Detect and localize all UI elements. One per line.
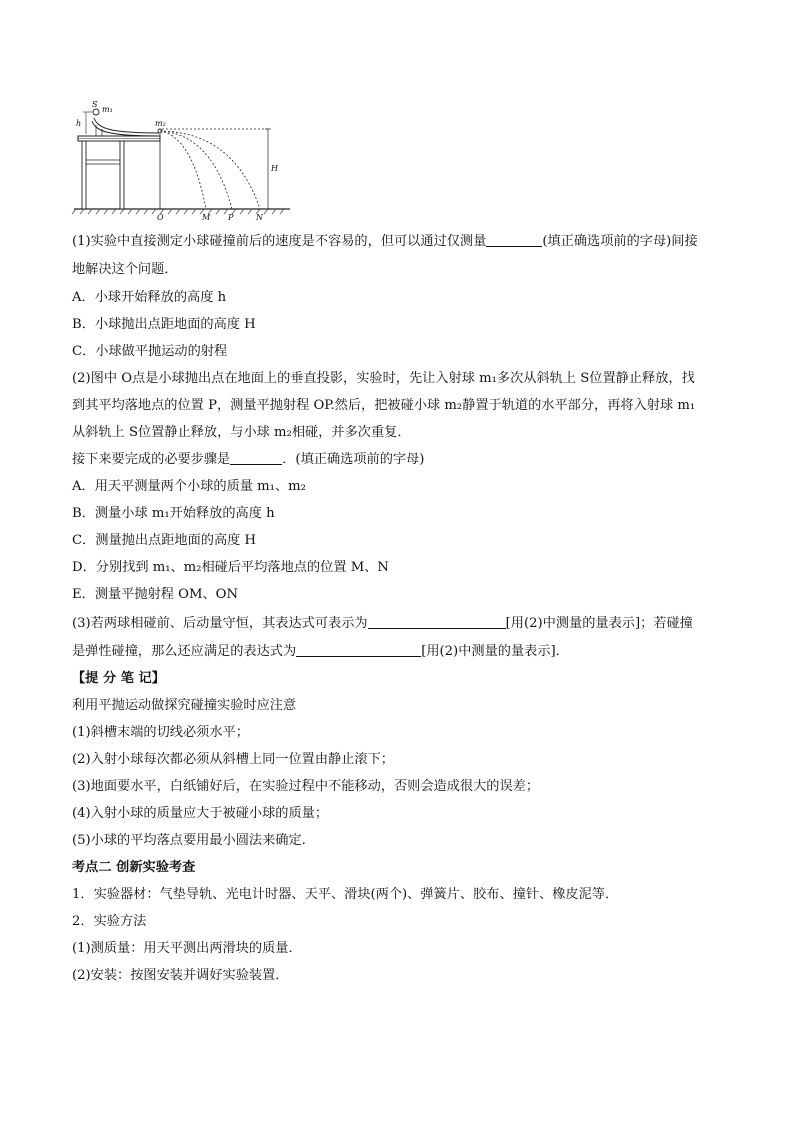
section2-line1: 1．实验器材：气垫导轨、光电计时器、天平、滑块(两个)、弹簧片、胶布、撞针、橡皮泥等． xyxy=(72,887,619,902)
q2-text-b: ．(填正确选项前的字母) xyxy=(282,452,425,467)
label-h: h xyxy=(76,119,82,128)
q2-answer-blank[interactable] xyxy=(230,452,282,465)
q3-text-c: 是弹性碰撞，那么还应满足的表达式为 xyxy=(72,644,297,659)
notes-heading: 【提 分 笔 记】 xyxy=(72,671,165,686)
note-item-4: (4)入射小球的质量应大于被碰小球的质量； xyxy=(72,806,329,821)
label-H: H xyxy=(271,164,278,173)
q2-line1: (2)图中 O点是小球抛出点在地面上的垂直投影，实验时，先让入射球 m₁多次从斜轨上 S位置静止释放，找 xyxy=(72,371,695,386)
q2-line2: 到其平均落地点的位置 P，测量平抛射程 OP.然后，把被碰小球 m₂静置于轨道的水平部分，再将入射球 m₁ xyxy=(72,398,696,413)
q1-option-c: C．小球做平抛运动的射程 xyxy=(72,344,228,359)
q1-text-b: (填正确选项前的字母)间接 xyxy=(542,234,698,249)
notes-intro: 利用平抛运动做探究碰撞实验时应注意 xyxy=(72,698,297,713)
q3-text-b: [用(2)中测量的量表示]；若碰撞 xyxy=(505,616,693,631)
q2-line3: 从斜轨上 S位置静止释放，与小球 m₂相碰，并多次重复． xyxy=(72,425,411,440)
q2-option-b: B．测量小球 m₁开始释放的高度 h xyxy=(72,506,275,521)
q3-answer-blank-2[interactable] xyxy=(296,644,421,657)
q1-option-a: A．小球开始释放的高度 h xyxy=(72,290,227,305)
q1-text-a: (1)实验中直接测定小球碰撞前后的速度是不容易的，但可以通过仅测量 xyxy=(72,234,487,249)
q2-text-a: 接下来要完成的必要步骤是 xyxy=(72,452,231,467)
note-item-3: (3)地面要水平，白纸铺好后，在实验过程中不能移动，否则会造成很大的误差； xyxy=(72,779,540,794)
label-s: S xyxy=(92,100,98,109)
note-item-5: (5)小球的平均落点要用最小圆法来确定. xyxy=(72,833,306,848)
experiment-figure xyxy=(72,98,292,222)
label-O: O xyxy=(157,213,164,222)
collision-apparatus-diagram xyxy=(72,98,292,222)
q2-option-a: A．用天平测量两个小球的质量 m₁、m₂ xyxy=(72,479,306,494)
q3-line1 xyxy=(72,615,732,633)
q2-option-d: D．分别找到 m₁、m₂相碰后平均落地点的位置 M、N xyxy=(72,560,389,575)
q1-line1 xyxy=(72,233,732,251)
q2-option-c: C．测量抛出点距地面的高度 H xyxy=(72,533,257,548)
q2-line4 xyxy=(72,451,732,469)
label-N: N xyxy=(256,213,263,222)
q1-option-b: B．小球抛出点距地面的高度 H xyxy=(72,317,256,332)
q2-option-e: E．测量平抛射程 OM、ON xyxy=(72,587,238,602)
q3-text-d: [用(2)中测量的量表示]． xyxy=(421,644,569,659)
label-M: M xyxy=(202,213,211,222)
section2-line3: (1)测质量：用天平测出两滑块的质量． xyxy=(72,941,302,956)
note-item-1: (1)斜槽末端的切线必须水平； xyxy=(72,725,249,740)
label-P: P xyxy=(228,213,234,222)
section2-line2: 2．实验方法 xyxy=(72,914,147,929)
section2-heading: 考点二 创新实验考查 xyxy=(72,860,196,875)
q1-answer-blank[interactable] xyxy=(486,234,542,247)
label-m2: m₂ xyxy=(155,119,166,128)
note-item-2: (2)入射小球每次都必须从斜槽上同一位置由静止滚下； xyxy=(72,752,394,767)
q3-answer-blank-1[interactable] xyxy=(368,616,506,629)
q3-text-a: (3)若两球相碰前、后动量守恒，其表达式可表示为 xyxy=(72,616,368,631)
label-m1: m₁ xyxy=(102,105,113,114)
section2-line4: (2)安装：按图安装并调好实验装置． xyxy=(72,968,289,983)
q1-line2: 地解决这个问题． xyxy=(72,262,178,277)
q3-line2 xyxy=(72,643,732,661)
